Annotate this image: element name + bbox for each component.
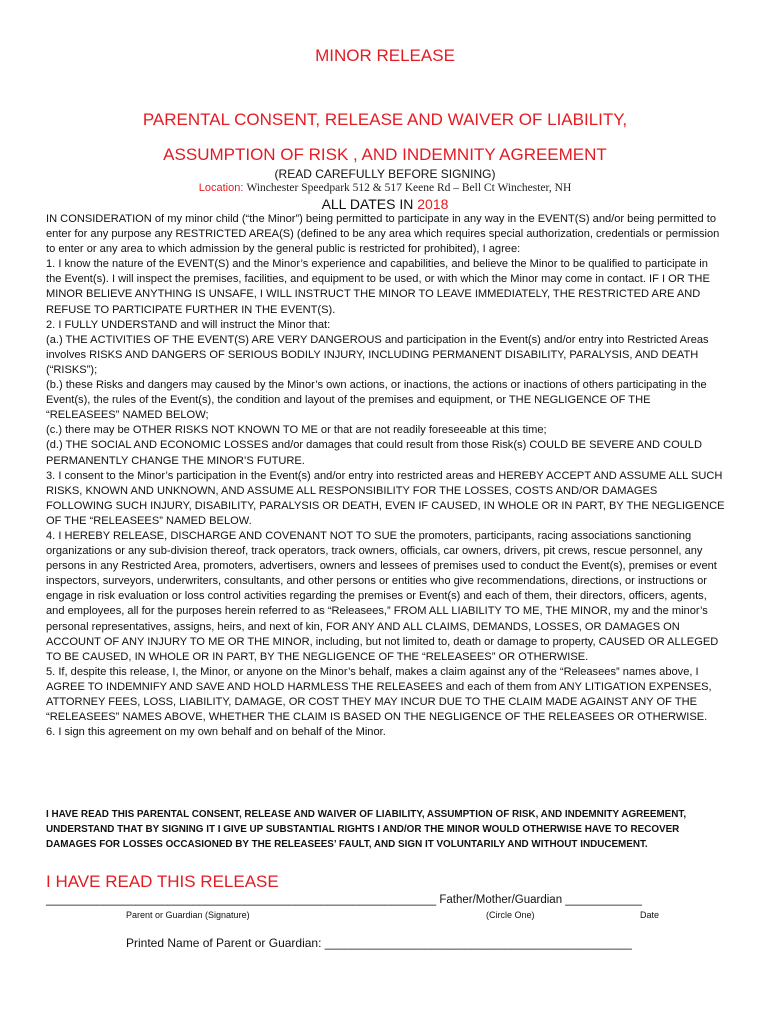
clause-2a: (a.) THE ACTIVITIES OF THE EVENT(S) ARE VERY DANGEROUS and participation in the Event(s) and/or entry into Restricted Areas involves RISKS AND DANGERS OF SERIOUS BODILY INJURY, INCLUDING PERMANENT DISABILITY, PARALYSIS, AND DEATH (“RISKS”);	[46, 333, 709, 376]
document-title: MINOR RELEASE	[315, 46, 455, 65]
signature-field[interactable]: _____________________________________________________________	[46, 894, 437, 906]
location-label: Location:	[198, 182, 244, 194]
location-line	[0, 182, 770, 194]
clause-2c: (c.) there may be OTHER RISKS NOT KNOWN TO ME or that are not readily foreseeable at this time;	[46, 424, 547, 437]
printed-name-line	[126, 936, 632, 950]
location-value: Winchester Speedpark 512 & 517 Keene Rd – Bell Ct Winchester, NH	[246, 182, 572, 194]
clause-5: 5. If, despite this release, I, the Minor, or anyone on the Minor’s behalf, makes a claim against any of the “Releasees” names above, I AGREE TO INDEMNIFY AND SAVE AND HOLD HARMLESS THE RELEASEES and each of them from ANY LITIGATION EXPENSES, ATTORNEY FEES, LOSS, LIABILITY, DAMAGE, OR COST THEY MAY INCUR DUE TO THE CLAIM MADE AGAINST ANY OF THE “RELEASEES” NAMES ABOVE, WHETHER THE CLAIM IS BASED ON THE NEGLIGENCE OF THE RELEASEES OR OTHERWISE.	[46, 665, 712, 724]
clause-4: 4. I HEREBY RELEASE, DISCHARGE AND COVENANT NOT TO SUE the promoters, participants, racing associations sanctioning organizations or any sub-division thereof, track operators, track owners, officials, car owners, drivers, pit crews, rescue personnel, any persons in any Restricted Area, promoters, advertisers, owners and lessees of premises used to conduct the Event(s), premises or event inspectors, surveyors, underwriters, consultants, and other persons or entities who give recommendations, directions, or instructions or engage in risk evaluation or loss control activities regarding the premises or Event(s) and each of them, their directors, officers, agents, and employees, all for the purposes herein referred to as “Releasees,” FROM ALL LIABILITY TO ME, THE MINOR, my and the minor’s personal representatives, assigns, heirs, and next of kin, FOR ANY AND ALL CLAIMS, DEMANDS, LOSSES, OR DAMAGES ON ACCOUNT OF ANY INJURY TO ME OR THE MINOR, including, but not limited to, death or damage to property, CAUSED OR ALLEGED TO BE CAUSED, IN WHOLE OR IN PART, BY THE NEGLIGENCE OF THE “RELEASEES” OR OTHERWISE.	[46, 529, 719, 663]
i-have-read-heading: I HAVE READ THIS RELEASE	[46, 872, 279, 891]
printed-name-label: Printed Name of Parent or Guardian:	[126, 936, 322, 950]
all-dates-line	[0, 196, 770, 212]
clause-2b: (b.) these Risks and dangers may caused by the Minor’s own actions, or inactions, the actions or inactions of others participating in the Event(s), the rules of the Event(s), the condition and layout of the premises and equipment, or THE NEGLIGENCE OF THE “RELEASEES” NAMED BELOW;	[46, 379, 707, 422]
clause-2: 2. I FULLY UNDERSTAND and will instruct the Minor that:	[46, 318, 331, 331]
agreement-body	[46, 212, 726, 740]
signature-line	[46, 894, 726, 906]
clause-6: 6. I sign this agreement on my own behalf and on behalf of the Minor.	[46, 726, 386, 739]
clause-3: 3. I consent to the Minor’s participation in the Event(s) and/or entry into restricted areas and HEREBY ACCEPT AND ASSUME ALL SUCH RISKS, KNOWN AND UNKNOWN, AND ASSUME ALL RESPONSIBILITY FOR THE LOSSES, COSTS AND/OR DAMAGES FOLLOWING SUCH INJURY, DISABILITY, PARALYSIS OR DEATH, EVEN IF CAUSED, IN WHOLE OR IN PART, BY THE NEGLIGENCE OF THE “RELEASEES” NAMED BELOW.	[46, 469, 725, 527]
agreement-heading-line2: ASSUMPTION OF RISK , AND INDEMNITY AGREEMENT	[163, 145, 607, 164]
date-field[interactable]: ____________	[565, 894, 643, 906]
relationship-options[interactable]: Father/Mother/Guardian	[439, 894, 563, 906]
all-dates-year: 2018	[417, 196, 449, 212]
agreement-heading-line1: PARENTAL CONSENT, RELEASE AND WAIVER OF LIABILITY,	[142, 110, 628, 129]
consideration-paragraph: IN CONSIDERATION of my minor child (“the Minor”) being permitted to participate in any way in the EVENT(S) and/or being permitted to enter for any purpose any RESTRICTED AREA(S) (defined to be any area which requires special authorization, credentials or permission to enter or any area to which admission by the general public is restricted for prohibited), I agree:	[46, 213, 720, 256]
all-dates-label: ALL DATES IN	[321, 196, 414, 212]
date-caption: Date	[640, 910, 660, 920]
printed-name-field[interactable]: ______________________________________________	[324, 936, 632, 950]
signature-caption: Parent or Guardian (Signature)	[126, 910, 250, 920]
acknowledgement-statement: I HAVE READ THIS PARENTAL CONSENT, RELEASE AND WAIVER OF LIABILITY, ASSUMPTION OF RISK, AND INDEMNITY AGREEMENT, UNDERSTAND THAT BY SIGNING IT I GIVE UP SUBSTANTIAL RIGHTS I AND/OR THE MINOR WOULD OTHERWISE HAVE TO RECOVER DAMAGES FOR LOSSES OCCASIONED BY THE RELEASEES’ FAULT, AND SIGN IT VOLUNTARILY AND WITHOUT INDUCEMENT.	[46, 809, 687, 851]
circle-one-caption: (Circle One)	[486, 910, 535, 920]
clause-2d: (d.) THE SOCIAL AND ECONOMIC LOSSES and/or damages that could result from those Risk(s) COULD BE SEVERE AND COULD PERMANENTLY CHANGE THE MINOR’S FUTURE.	[46, 439, 702, 467]
read-carefully-note: (READ CAREFULLY BEFORE SIGNING)	[274, 167, 496, 181]
clause-1: 1. I know the nature of the EVENT(S) and the Minor’s experience and capabilities, and believe the Minor to be qualified to participate in the Event(s). I will inspect the premises, facilities, and equipment to be used, or with which the Minor may come in contact. IF I OR THE MINOR BELIEVE ANYTHING IS UNSAFE, I WILL INSTRUCT THE MINOR TO LEAVE IMMEDIATELY, THE RESTRICTED ARE AND REFUSE TO PARTICIPATE FURTHER IN THE EVENT(S).	[46, 258, 710, 316]
